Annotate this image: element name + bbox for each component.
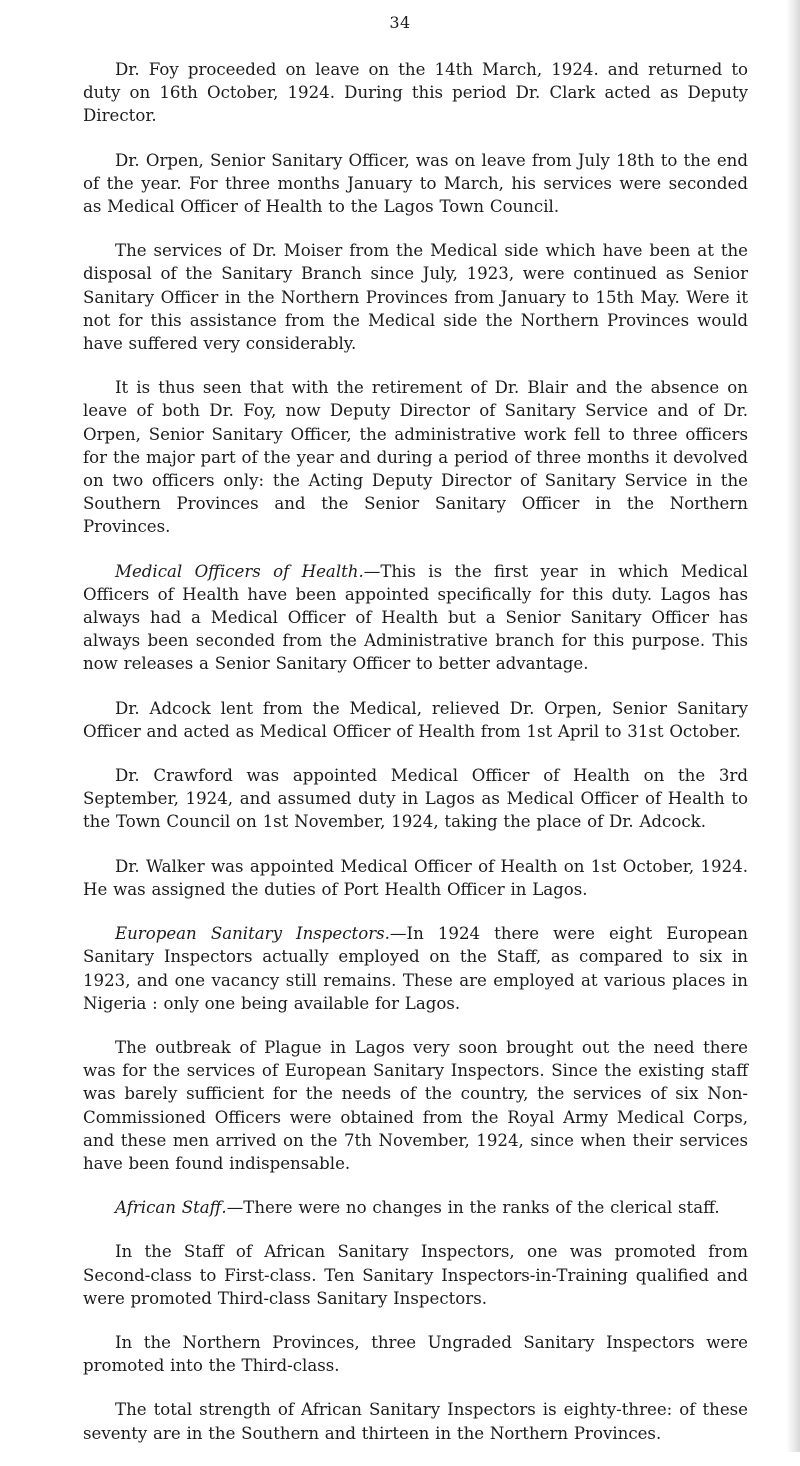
section-heading-medical-officers: Medical Officers of Health. — [115, 561, 364, 581]
paragraph-total-strength: The total strength of African Sanitary Inspectors is eighty-three: of these seventy are in the Southern and thirteen in the Northern Provinces. — [83, 1400, 748, 1443]
paragraph-plague-outbreak: The outbreak of Plague in Lagos very soon brought out the need there was for the services of European Sanitary Inspectors. Since the existing staff was barely sufficient for the needs of the country, the services of six Non-Commissioned Officers were obtained from the Royal Army Medical Corps, and these men arrived on the 7th November, 1924, since when their services have been found indispensable. — [83, 1037, 748, 1173]
paragraph-dr-crawford: Dr. Crawford was appointed Medical Officer of Health on the 3rd September, 1924, and assumed duty in Lagos as Medical Officer of Health to the Town Council on 1st November, 1924, taking the place of Dr. Adcock. — [83, 766, 748, 832]
paragraph-european-sanitary-inspectors: European Sanitary Inspectors.—In 1924 there were eight European Sanitary Inspectors actually employed on the Staff, as compared to six in 1923, and one vacancy still remains. These are employed at various places in Nigeria : only one being available for Lagos. — [83, 924, 748, 1013]
section-heading-european-inspectors: European Sanitary Inspectors. — [115, 924, 390, 944]
page-edge-shadow — [786, 0, 800, 1452]
paragraph-african-inspectors-promotions: In the Staff of African Sanitary Inspectors, one was promoted from Second-class to First-class. Ten Sanitary Inspectors-in-Training qualified and were promoted Third-class Sanitary Inspectors. — [83, 1242, 748, 1308]
paragraph-dr-walker: Dr. Walker was appointed Medical Officer of Health on 1st October, 1924. He was assigned the duties of Port Health Officer in Lagos. — [83, 856, 748, 899]
paragraph-dr-foy-leave: Dr. Foy proceeded on leave on the 14th March, 1924. and returned to duty on 16th October, 1924. During this period Dr. Clark acted as Deputy Director. — [83, 60, 748, 126]
paragraph-african-staff: African Staff.—There were no changes in the ranks of the clerical staff. — [115, 1198, 720, 1218]
paragraph-administrative-work: It is thus seen that with the retirement of Dr. Blair and the absence on leave of both Dr. Foy, now Deputy Director of Sanitary Service and of Dr. Orpen, Senior Sanitary Officer, the administrative work fell to three officers for the major part of the year and during a period of three months it devolved on two officers only: the Acting Deputy Director of Sanitary Service in the Southern Provinces and the Senior Sanitary Officer in the Northern Provinces. — [83, 378, 748, 537]
document-body — [83, 58, 748, 1466]
paragraph-dr-orpen-leave: Dr. Orpen, Senior Sanitary Officer, was on leave from July 18th to the end of the year. For three months January to March, his services were seconded as Medical Officer of Health to the Lagos Town Council. — [83, 150, 748, 217]
paragraph-dr-adcock: Dr. Adcock lent from the Medical, relieved Dr. Orpen, Senior Sanitary Officer and acted as Medical Officer of Health from 1st April to 31st October. — [83, 698, 748, 741]
paragraph-medical-officers-of-health: Medical Officers of Health.—This is the first year in which Medical Officers of Health have been appointed specifically for this duty. Lagos has always had a Medical Officer of Health but a Senior Sanitary Officer has always been seconded from the Administrative branch for this purpose. This now releases a Senior Sanitary Officer to better advantage. — [83, 561, 748, 674]
section-heading-african-staff: African Staff. — [115, 1198, 227, 1218]
page-number: 34 — [389, 13, 411, 32]
paragraph-dr-moiser-services: The services of Dr. Moiser from the Medical side which have been at the disposal of the Sanitary Branch since July, 1923, were continued as Senior Sanitary Officer in the Northern Provinces from January to 15th May. Were it not for this assistance from the Medical side the Northern Provinces would have suffered very considerably. — [83, 241, 748, 354]
paragraph-northern-provinces-promotions: In the Northern Provinces, three Ungraded Sanitary Inspectors were promoted into the Third-class. — [83, 1332, 748, 1376]
